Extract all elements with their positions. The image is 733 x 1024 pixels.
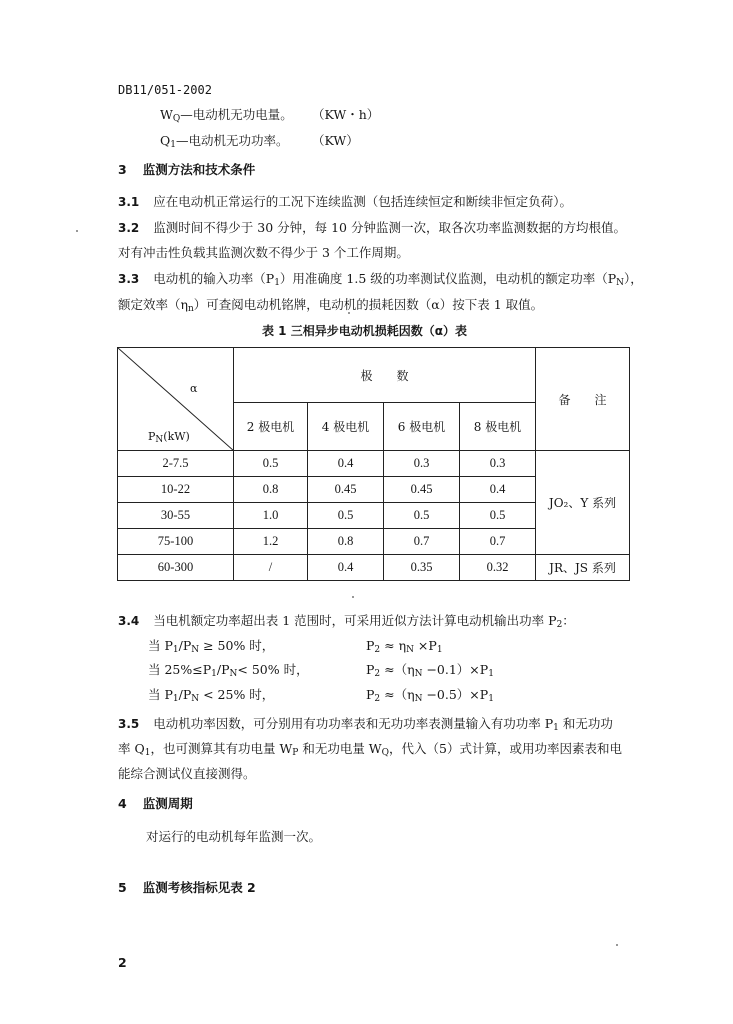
formula-result-1: $P_2 \approx \eta_N \times P_1$ — [366, 638, 443, 655]
section-3-5-line-2: 率 $Q_1$，也可测算其有功电量 $W_P$ 和无功电量 $W_Q$，代入（5）式计算，或用功率因素表和电 — [118, 741, 623, 758]
cell-value: 0.7 — [384, 529, 460, 555]
row-range: 2-7.5 — [118, 451, 234, 477]
cell-value: 0.32 — [460, 555, 536, 581]
cell-value: 0.5 — [460, 503, 536, 529]
table-row — [118, 451, 630, 477]
row-range: 60-300 — [118, 555, 234, 581]
cell-value: 0.35 — [384, 555, 460, 581]
col-header-2-pole: 2 极电机 — [234, 403, 308, 451]
section-4-heading: 4 监测周期 — [118, 796, 193, 811]
scan-speck — [76, 230, 78, 232]
section-3-1: 3.1 应在电动机正常运行的工况下连续监测（包括连续恒定和断续非恒定负荷）。 — [118, 194, 573, 209]
pole-group-header: 极 数 — [234, 348, 536, 403]
remark-jo2-y: JO₂、Y 系列 — [536, 451, 630, 555]
definition-q1-unit: （KW） — [312, 133, 359, 148]
page-number: 2 — [118, 955, 127, 970]
cell-value: 0.45 — [308, 477, 384, 503]
scan-speck — [348, 312, 350, 314]
row-range: 75-100 — [118, 529, 234, 555]
scan-speck — [616, 944, 618, 946]
col-header-4-pole: 4 极电机 — [308, 403, 384, 451]
scan-speck — [352, 596, 354, 598]
section-5-heading: 5 监测考核指标见表 2 — [118, 880, 256, 895]
remark-header: 备 注 — [536, 348, 630, 451]
section-3-2-continued: 对有冲击性负载其监测次数不得少于 3 个工作周期。 — [118, 245, 409, 260]
cell-value: 0.4 — [460, 477, 536, 503]
loss-factor-table — [117, 347, 630, 581]
cell-value: 0.5 — [308, 503, 384, 529]
row-range: 30-55 — [118, 503, 234, 529]
col-header-8-pole: 8 极电机 — [460, 403, 536, 451]
cell-value: 0.7 — [460, 529, 536, 555]
section-3-3: 3.3 电动机的输入功率$(P_1)$用准确度 1.5 级的功率测试仪监测，电动机的额定功率$(P_N)$， — [118, 271, 643, 288]
table-1-caption: 表 1 三相异步电动机损耗因数（α）表 — [262, 324, 467, 338]
cell-value: 0.3 — [460, 451, 536, 477]
formula-result-2: $P_2 \approx(\eta_N -0.1)\times P_1$ — [366, 662, 494, 679]
cell-value: 0.8 — [308, 529, 384, 555]
cell-value: 0.45 — [384, 477, 460, 503]
cell-value: 0.5 — [234, 451, 308, 477]
section-3-5-line-3: 能综合测试仪直接测得。 — [118, 766, 256, 781]
definition-wq: $W_Q—$电动机无功电量。 — [160, 107, 293, 124]
cell-value: 0.8 — [234, 477, 308, 503]
formula-condition-3: 当 $P_1/P_N < 25\%$ 时， — [148, 687, 275, 704]
section-4-text: 对运行的电动机每年监测一次。 — [146, 829, 322, 844]
definition-wq-unit: （KW・h） — [312, 107, 380, 122]
formula-condition-1: 当 $P_1/P_N \ge 50\%$ 时， — [148, 638, 275, 655]
section-3-4: 3.4 当电机额定功率超出表 1 范围时，可采用近似方法计算电动机输出功率 $P_2$： — [118, 613, 575, 630]
cell-value: 0.4 — [308, 451, 384, 477]
formula-condition-2: 当 $25\%\le P_1/P_N< 50\%$ 时， — [148, 662, 309, 679]
diagonal-header-cell — [118, 348, 234, 451]
table-row — [118, 555, 630, 581]
definition-q1: $Q_1—$电动机无功功率。 — [160, 133, 289, 150]
doc-code: DB11/051-2002 — [118, 83, 212, 97]
cell-value: 1.0 — [234, 503, 308, 529]
cell-value: 0.5 — [384, 503, 460, 529]
row-range: 10-22 — [118, 477, 234, 503]
pn-kw-label: $P_N(kW)$ — [148, 430, 190, 445]
section-3-3-continued: 额定效率$(\eta_n)$可查阅电动机铭牌，电动机的损耗因数（α）按下表 1 取值。 — [118, 297, 544, 314]
remark-jr-js: JR、JS 系列 — [536, 555, 630, 581]
cell-value: 0.4 — [308, 555, 384, 581]
formula-result-3: $P_2 \approx(\eta_N -0.5)\times P_1$ — [366, 687, 494, 704]
section-3-heading: 3 监测方法和技术条件 — [118, 162, 256, 177]
alpha-label: α — [190, 382, 198, 395]
cell-value: 0.3 — [384, 451, 460, 477]
cell-value: 1.2 — [234, 529, 308, 555]
cell-value: / — [234, 555, 308, 581]
section-3-2: 3.2 监测时间不得少于 30 分钟，每 10 分钟监测一次，取各次功率监测数据的方均根值。 — [118, 220, 626, 235]
col-header-6-pole: 6 极电机 — [384, 403, 460, 451]
section-3-5: 3.5 电动机功率因数，可分别用有功功率表和无功功率表测量输入有功功率 $P_1$ 和无功功 — [118, 716, 613, 733]
table-1 — [117, 347, 630, 581]
